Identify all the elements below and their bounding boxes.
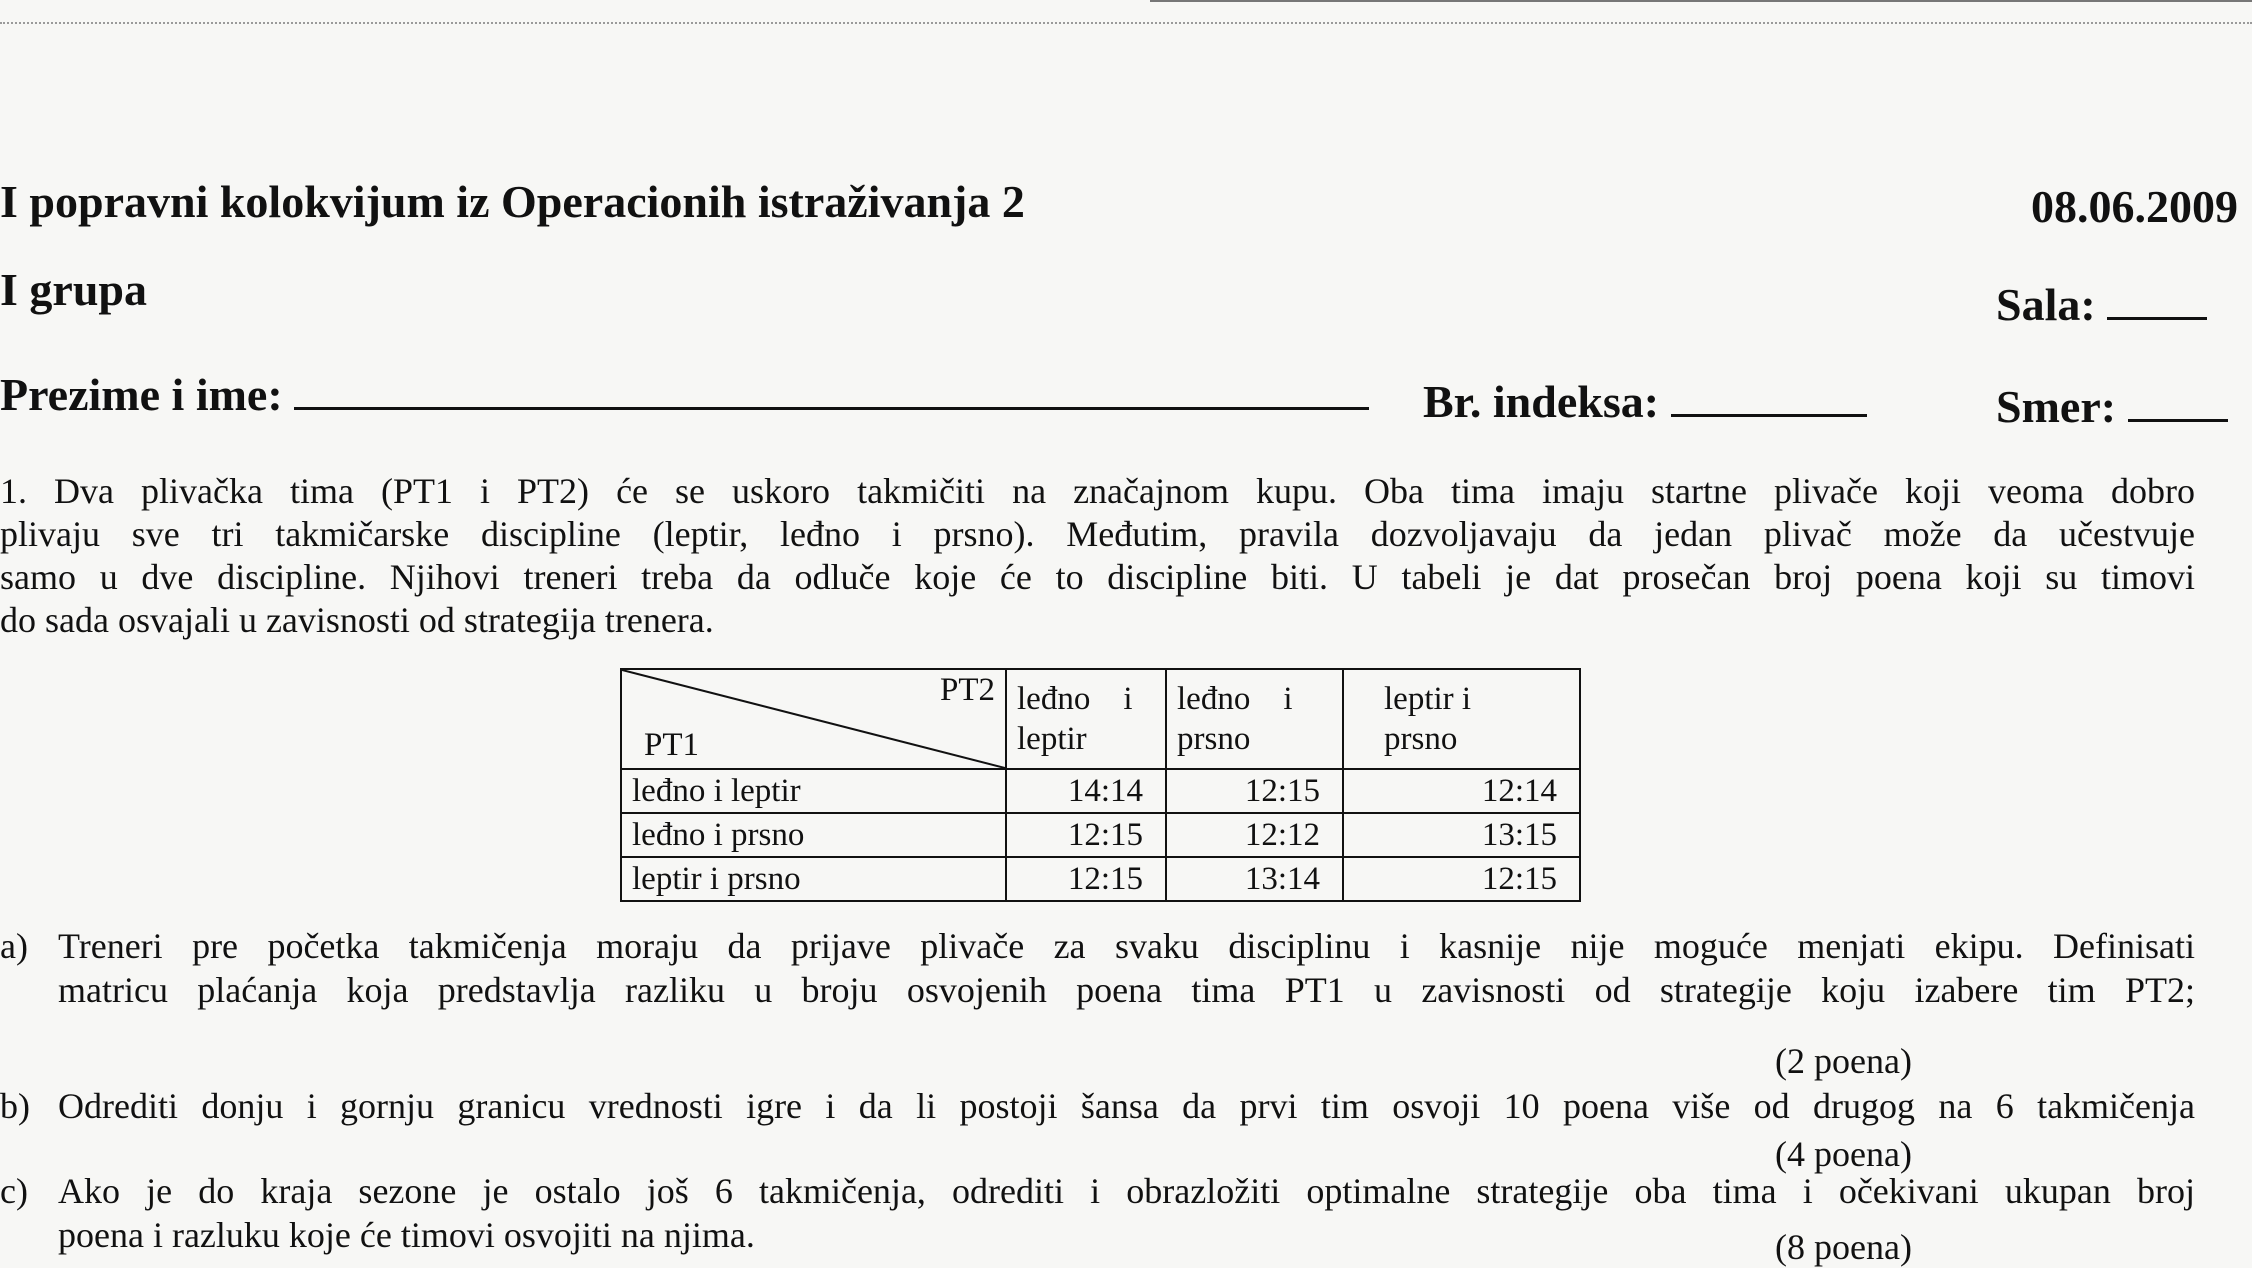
major-label: Smer: [1996,381,2117,432]
col-header-line: leđno i [1017,681,1133,717]
col-header [1006,669,1166,769]
exam-date: 08.06.2009 [2031,181,2238,232]
row-label: leđno i prsno [621,813,1006,857]
table-row [621,857,1580,901]
points-table [620,668,1581,902]
table-cell: 13:14 [1166,857,1343,901]
group-label: I grupa [0,264,147,315]
major-field [1996,380,2228,433]
col-header [1343,669,1580,769]
name-blank [294,397,1369,410]
table-cell: 12:12 [1166,813,1343,857]
question-a-points: (2 poena) [1775,1041,1912,1081]
col-header-line: prsno [1384,721,1458,757]
table-cell: 14:14 [1006,769,1166,813]
question-c-marker: c) [0,1171,28,1211]
table-cell: 12:14 [1343,769,1580,813]
col-header-line: leđno i [1177,681,1293,717]
corner-col-label: PT2 [939,672,995,708]
table-cell: 12:15 [1006,857,1166,901]
table-cell: 12:15 [1166,769,1343,813]
table-cell: 12:15 [1343,857,1580,901]
col-header-line: leptir i [1384,681,1472,717]
index-label: Br. indeksa: [1423,376,1660,427]
col-header [1166,669,1343,769]
room-blank [2107,307,2207,320]
corner-row-label: PT1 [644,727,700,763]
table-row [621,769,1580,813]
question-b-line: Odrediti donju i gornju granicu vrednosti igre i da li postoji šansa da prvi tim osvoji 10 poena više od drugog na 6 takmičenja [58,1086,2195,1126]
question-c-points: (8 poena) [1775,1227,1912,1267]
question-a-line: matricu plaćanja koja predstavlja razliku u broju osvojenih poena tima PT1 u zavisnosti od strategije koju izabere tim PT2; [58,970,2195,1010]
room-label: Sala: [1996,279,2096,330]
question-c-line: poena i razluku koje će timovi osvojiti na njima. [58,1215,755,1255]
top-edge-rule [1150,0,2252,2]
table-header-row [621,669,1580,769]
table-cell: 13:15 [1343,813,1580,857]
name-field [0,368,1369,421]
table-cell: 12:15 [1006,813,1166,857]
problem-line: samo u dve discipline. Njihovi treneri treba da odluče koje će to discipline biti. U tabeli je dat prosečan broj poena koji su timovi [0,557,2195,597]
question-c-line: Ako je do kraja sezone je ostalo još 6 takmičenja, odrediti i obrazložiti optimalne strategije oba tima i očekivani ukupan broj [58,1171,2195,1211]
col-header-line: prsno [1177,721,1251,757]
table-row [621,813,1580,857]
problem-line: plivaju sve tri takmičarske discipline (leptir, leđno i prsno). Međutim, pravila dozvoljavaju da jedan plivač može da učestvuje [0,514,2195,554]
index-field [1423,375,1867,428]
row-label: leptir i prsno [621,857,1006,901]
col-header-line: leptir [1017,721,1087,757]
top-dotted-rule [0,22,2252,24]
problem-line: 1. Dva plivačka tima (PT1 i PT2) će se uskoro takmičiti na značajnom kupu. Oba tima imaju startne plivače koji veoma dobro [0,471,2195,511]
problem-line: do sada osvajali u zavisnosti od strategija trenera. [0,600,714,640]
question-b-points: (4 poena) [1775,1134,1912,1174]
row-label: leđno i leptir [621,769,1006,813]
question-b-marker: b) [0,1086,30,1126]
room-field [1996,278,2207,331]
major-blank [2128,409,2228,422]
question-a-marker: a) [0,926,28,966]
problem-statement [0,470,2200,642]
index-blank [1671,404,1867,417]
exam-title: I popravni kolokvijum iz Operacionih istraživanja 2 [0,176,1025,227]
table-corner-cell [621,669,1006,769]
name-label: Prezime i ime: [0,369,283,420]
question-a-line: Treneri pre početka takmičenja moraju da prijave plivače za svaku disciplinu i kasnije nije moguće menjati ekipu. Definisati [58,926,2195,966]
